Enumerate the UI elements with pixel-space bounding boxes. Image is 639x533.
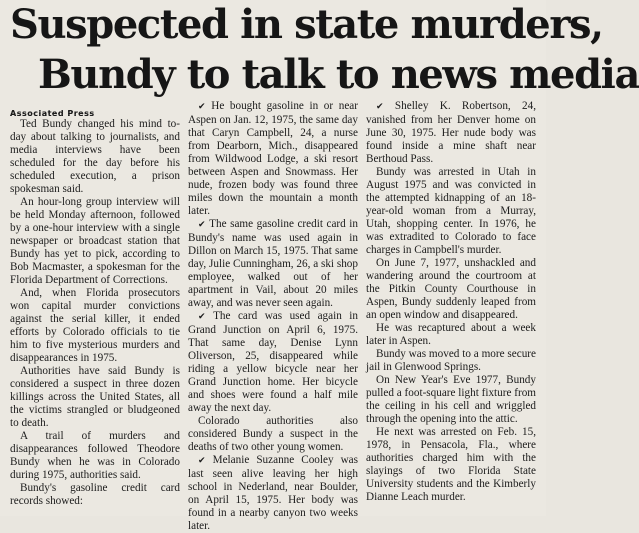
bullet-paragraph: ✔ Melanie Suzanne Cooley was last seen alive leaving her high school in Nederland, near Boulder, on April 15, 1975. Her body was found in a nearby canyon two weeks later. — [188, 454, 358, 532]
paragraph: An hour-long group interview will be held Monday afternoon, followed by a one-hour interview with a single newspaper or broadcast station that Bundy has yet to pick, according to Bob Macmaster, a spokesman for the Florida Department of Corrections. — [10, 196, 180, 286]
bullet-paragraph: ✔ The same gasoline credit card in Bundy's name was used again in Dillon on March 15, 1975. That same day, Julie Cunningham, 26, a ski shop employee, walked out of her apartment in Vail, about 20 miles away, and was never seen again. — [188, 218, 358, 309]
paragraph: Ted Bundy changed his mind to-day about talking to journalists, and media interviews have been scheduled for the day before his scheduled execution, a prison spokesman said. — [10, 118, 180, 195]
headline — [10, 0, 639, 100]
paragraph: Bundy was moved to a more secure jail in Glenwood Springs. — [366, 348, 536, 373]
bullet-paragraph: ✔ He bought gasoline in or near Aspen on Jan. 12, 1975, the same day that Caryn Campbell, 24, a nurse from Dearborn, Mich., disappeared from Wildwood Lodge, a ski resort between Aspen and Snowmass. Her nude, frozen body was found three miles down the mountain a month later. — [188, 100, 358, 217]
paragraph: He was recaptured about a week later in Aspen. — [366, 322, 536, 347]
checkmark-bullet-icon: ✔ — [198, 312, 214, 322]
paragraph: On June 7, 1977, unshackled and wandering around the courtroom at the Pitkin County Courthouse in Aspen, Bundy suddenly leaped from an open window and disappeared. — [366, 257, 536, 321]
paragraph: He next was arrested on Feb. 15, 1978, in Pensacola, Fla., where authorities charged him with the slayings of two Florida State University students and the Kimberly Dianne Leach murder. — [366, 426, 536, 503]
paragraph: On New Year's Eve 1977, Bundy pulled a foot-square light fixture from the ceiling in his cell and wriggled through the opening into the attic. — [366, 374, 536, 425]
article-column-2 — [188, 100, 358, 532]
byline-text: Associated Press — [10, 109, 95, 118]
paragraph: Bundy's gasoline credit card records showed: — [10, 482, 180, 507]
checkmark-bullet-icon: ✔ — [198, 102, 212, 112]
paragraph: And, when Florida prosecutors won capital murder convictions against the serial killer, it ended efforts by Colorado officials to tie him to five mysterious murders and disappearances in 1975. — [10, 287, 180, 364]
paragraph: Bundy was arrested in Utah in August 1975 and was convicted in the attempted kidnapping of an 18-year-old woman from a Murray, Utah, shopping center. In 1976, he was extradited to Colorado to face charges in Campbell's murder. — [366, 166, 536, 256]
paragraph: Authorities have said Bundy is considered a suspect in three dozen killings across the United States, all the victims strangled or bludgeoned to death. — [10, 365, 180, 429]
bullet-paragraph: ✔ The card was used again in Grand Junction on April 6, 1975. That same day, Denise Lynn Oliverson, 25, disappeared while riding a yellow bicycle near her Grand Junction home. Her bicycle and shoes were found a half mile away the next day. — [188, 310, 358, 414]
article-column-3 — [366, 100, 536, 516]
headline-line-1: Suspected in state murders, — [10, 1, 603, 48]
checkmark-bullet-icon: ✔ — [198, 456, 213, 466]
bullet-paragraph: ✔ Shelley K. Robertson, 24, vanished from her Denver home on June 30, 1975. Her nude body was found inside a mine shaft near Berthoud Pass. — [366, 100, 536, 165]
checkmark-bullet-icon: ✔ — [376, 102, 395, 112]
paragraph: A trail of murders and disappearances followed Theodore Bundy when he was in Colorado during 1975, authorities said. — [10, 430, 180, 481]
article-column-1 — [10, 118, 180, 516]
checkmark-bullet-icon: ✔ — [198, 220, 210, 230]
byline — [10, 101, 110, 118]
headline-line-2: Bundy to talk to news media — [38, 51, 639, 98]
paragraph: Colorado authorities also considered Bundy a suspect in the deaths of two other young women. — [188, 415, 358, 453]
